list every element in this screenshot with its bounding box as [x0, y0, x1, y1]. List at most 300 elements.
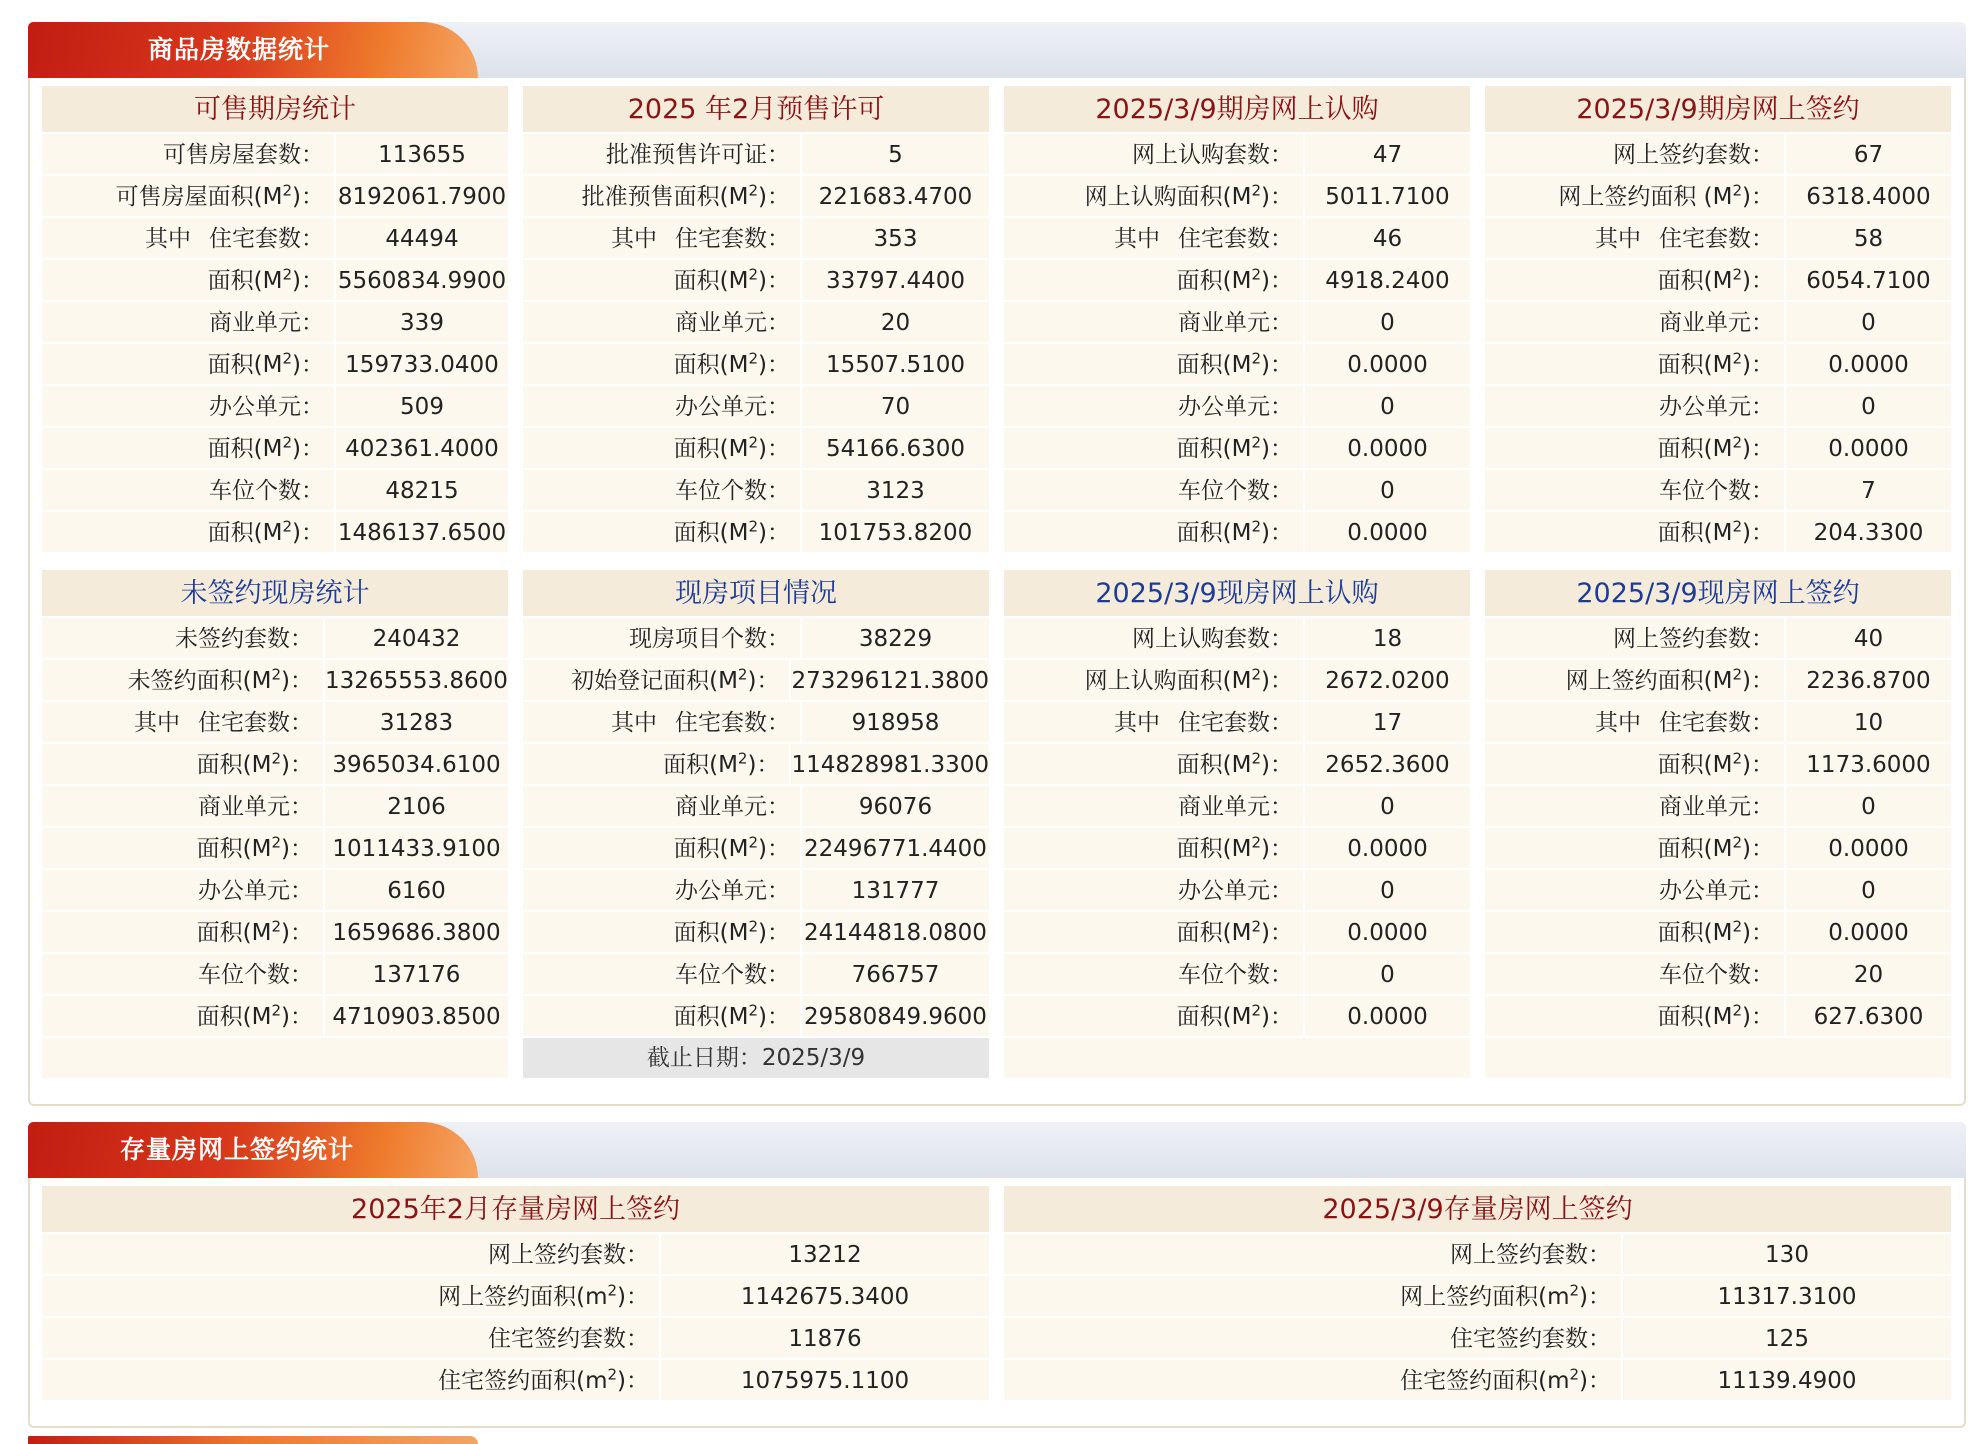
stat-row [42, 1234, 989, 1276]
stat-label [1485, 660, 1784, 700]
stat-row [523, 786, 989, 828]
stat-label-text: 面积$(M^2)$： [1176, 917, 1293, 946]
stat-label-text: 面积$(M^2)$： [1657, 1001, 1774, 1030]
panel-title: 2025 年2月预售许可 [523, 86, 989, 134]
stat-label-text: 住宅套数： [198, 710, 313, 736]
stat-label [42, 786, 323, 826]
stat-label-text: 商业单元： [675, 310, 790, 336]
stat-row [1485, 386, 1951, 428]
stat-label [1485, 134, 1784, 174]
stat-label-text: 住宅签约套数： [488, 1326, 649, 1352]
stat-row [42, 134, 508, 176]
stat-label-text: 车位个数： [1659, 962, 1774, 988]
stat-label-text: 网上认购面积$(M^2)$： [1084, 665, 1293, 694]
stat-row [523, 702, 989, 744]
stat-label [1485, 786, 1784, 826]
cutoff-date: 截止日期：2025/3/9 [523, 1038, 989, 1078]
stat-value: 766757 [802, 954, 989, 994]
stat-label [1004, 428, 1303, 468]
stat-label [1004, 302, 1303, 342]
stat-label-text: 商业单元： [1178, 794, 1293, 820]
stat-label-text: 面积$(M^2)$： [1657, 833, 1774, 862]
stat-label [42, 218, 334, 258]
stat-label-text: 办公单元： [1659, 878, 1774, 904]
stat-row [1004, 912, 1470, 954]
stat-value: 24144818.0800 [802, 912, 989, 952]
stat-label-text: 可售房屋套数： [163, 142, 324, 168]
stat-label [523, 428, 800, 468]
stat-label-text: 面积$(M^2)$： [196, 833, 313, 862]
stat-label [1485, 470, 1784, 510]
stat-label [523, 470, 800, 510]
stat-value: 130 [1623, 1234, 1951, 1274]
panel-title: 未签约现房统计 [42, 570, 508, 618]
stat-label [1004, 134, 1303, 174]
stat-label [42, 870, 323, 910]
stat-value: 2106 [325, 786, 508, 826]
stat-row [1004, 176, 1470, 218]
stat-row [42, 1276, 989, 1318]
stat-label [523, 870, 800, 910]
stat-row [1485, 218, 1951, 260]
stat-row [1485, 702, 1951, 744]
stat-label-text: 商业单元： [209, 310, 324, 336]
panel-title: 可售期房统计 [42, 86, 508, 134]
stat-label-text: 办公单元： [1178, 878, 1293, 904]
stat-label-text: 网上签约面积$(m^2)$： [1400, 1281, 1611, 1310]
stat-row [42, 912, 508, 954]
stat-value: 0.0000 [1305, 912, 1470, 952]
stat-value: 2652.3600 [1305, 744, 1470, 784]
stat-row [1004, 702, 1470, 744]
stat-value: 48215 [336, 470, 508, 510]
stat-label [42, 744, 323, 784]
stat-label-text: 网上签约套数： [1450, 1242, 1611, 1268]
stat-label [42, 912, 323, 952]
stat-row [42, 618, 508, 660]
stat-label [42, 134, 334, 174]
stat-label-text: 面积$(M^2)$： [207, 349, 324, 378]
stat-label [1485, 386, 1784, 426]
stat-label-text: 未签约面积$(M^2)$： [127, 665, 313, 694]
stat-label [42, 386, 334, 426]
stat-row [523, 386, 989, 428]
stat-label [523, 260, 800, 300]
panel-title: 2025年2月存量房网上签约 [42, 1186, 989, 1234]
panel-filler [1004, 1038, 1470, 1078]
stat-label-text: 面积$(M^2)$： [1176, 833, 1293, 862]
stat-value: 627.6300 [1786, 996, 1951, 1036]
stat-label [523, 912, 800, 952]
section-tab-title: 存量房网上签约统计 [28, 1122, 478, 1178]
stat-label [523, 302, 800, 342]
stat-row [1485, 344, 1951, 386]
stat-row [523, 512, 989, 554]
stat-row [523, 470, 989, 512]
stat-value: 131777 [802, 870, 989, 910]
stat-value: 40 [1786, 618, 1951, 658]
stat-label-text: 网上签约面积 $(M^2)$： [1558, 181, 1774, 210]
stat-label-text: 商业单元： [198, 794, 313, 820]
stat-label [1004, 512, 1303, 552]
stat-row [523, 618, 989, 660]
stat-label-text: 商业单元： [1178, 310, 1293, 336]
stat-value: 125 [1623, 1318, 1951, 1358]
stat-row [1004, 786, 1470, 828]
stat-value: 221683.4700 [802, 176, 989, 216]
stat-label-text: 商业单元： [1659, 310, 1774, 336]
stat-label-text: 面积$(M^2)$： [673, 265, 790, 294]
stat-label-text: 面积$(M^2)$： [673, 917, 790, 946]
stat-label-text: 住宅套数： [675, 710, 790, 736]
stat-value: 1659686.3800 [325, 912, 508, 952]
stat-label [42, 660, 323, 700]
stat-row [523, 828, 989, 870]
stat-row [1004, 470, 1470, 512]
stat-label [1004, 786, 1303, 826]
stat-value: 4918.2400 [1305, 260, 1470, 300]
stat-label-text: 网上认购套数： [1132, 142, 1293, 168]
stat-label [1485, 954, 1784, 994]
stat-label [1004, 344, 1303, 384]
stats-panel [1004, 1186, 1951, 1402]
stat-value: 5 [802, 134, 989, 174]
stat-row [1485, 954, 1951, 996]
stat-label-text: 办公单元： [675, 878, 790, 904]
stat-label-text: 住宅签约面积$(m^2)$： [1400, 1365, 1611, 1394]
stat-label-text: 面积$(M^2)$： [673, 1001, 790, 1030]
stat-value: 4710903.8500 [325, 996, 508, 1036]
stat-value: 114828981.3300 [791, 744, 989, 784]
stat-value: 22496771.4400 [802, 828, 989, 868]
stat-label [1004, 1276, 1621, 1316]
stat-label [1004, 954, 1303, 994]
stat-row [42, 996, 508, 1038]
stat-label [42, 470, 334, 510]
stat-value: 0.0000 [1786, 912, 1951, 952]
stat-label [1004, 618, 1303, 658]
stat-value: 0 [1305, 386, 1470, 426]
stat-value: 47 [1305, 134, 1470, 174]
stat-label [42, 1318, 659, 1358]
stat-value: 0.0000 [1305, 828, 1470, 868]
stat-group-prefix: 其中 [1114, 226, 1160, 252]
stat-group-prefix: 其中 [145, 226, 191, 252]
stat-label-text: 办公单元： [1178, 394, 1293, 420]
panel-title: 2025/3/9现房网上认购 [1004, 570, 1470, 618]
stat-row [1485, 996, 1951, 1038]
stat-row [523, 176, 989, 218]
stat-label [1485, 702, 1784, 742]
stat-value: 11139.4900 [1623, 1360, 1951, 1400]
stat-row [42, 744, 508, 786]
stat-label [523, 176, 800, 216]
stat-label-text: 面积$(M^2)$： [196, 917, 313, 946]
stat-label [1004, 870, 1303, 910]
stat-label-text: 批准预售面积$(M^2)$： [581, 181, 790, 210]
stat-row [1004, 386, 1470, 428]
panel-title: 2025/3/9现房网上签约 [1485, 570, 1951, 618]
stat-row [523, 996, 989, 1038]
stat-label-text: 面积$(M^2)$： [1176, 433, 1293, 462]
stat-value: 1173.6000 [1786, 744, 1951, 784]
stats-panel [42, 570, 508, 1078]
stat-label-text: 住宅套数： [1659, 710, 1774, 736]
section-next-tab-edge [28, 1436, 478, 1444]
stat-label-text: 住宅套数： [1178, 710, 1293, 736]
stat-value: 0 [1786, 870, 1951, 910]
stat-label [523, 744, 789, 784]
stat-label [523, 996, 800, 1036]
stat-label [42, 1234, 659, 1274]
stat-row [1004, 744, 1470, 786]
stat-label [523, 512, 800, 552]
stat-label [523, 218, 800, 258]
stat-label [42, 512, 334, 552]
stat-label-text: 面积$(M^2)$： [663, 749, 780, 778]
stats-panel [1485, 86, 1951, 554]
stat-value: 0 [1305, 302, 1470, 342]
stat-label-text: 面积$(M^2)$： [673, 349, 790, 378]
stat-row [42, 386, 508, 428]
stat-row [1485, 660, 1951, 702]
stat-label-text: 办公单元： [209, 394, 324, 420]
stat-row [1485, 912, 1951, 954]
stat-label [1485, 302, 1784, 342]
stat-label [523, 702, 800, 742]
stat-row [1004, 1234, 1951, 1276]
stat-label [1004, 1234, 1621, 1274]
stat-group-prefix: 其中 [134, 710, 180, 736]
stat-label-text: 面积$(M^2)$： [1176, 349, 1293, 378]
stat-value: 15507.5100 [802, 344, 989, 384]
stat-label [523, 618, 800, 658]
stat-value: 17 [1305, 702, 1470, 742]
stat-label [1485, 512, 1784, 552]
stat-label [1485, 996, 1784, 1036]
stat-value: 0.0000 [1786, 344, 1951, 384]
stat-row [1004, 996, 1470, 1038]
stat-value: 0.0000 [1305, 428, 1470, 468]
stat-row [1004, 428, 1470, 470]
stat-row [1485, 302, 1951, 344]
stat-label [1485, 744, 1784, 784]
stat-label [1004, 470, 1303, 510]
stat-label-text: 面积$(M^2)$： [1176, 265, 1293, 294]
stat-label-text: 面积$(M^2)$： [673, 833, 790, 862]
section-existing-housing [28, 1122, 1966, 1428]
stat-row [1485, 260, 1951, 302]
stat-label [1485, 828, 1784, 868]
section-tab-title: 商品房数据统计 [28, 22, 478, 78]
stat-label [1004, 702, 1303, 742]
stat-label-text: 住宅套数： [675, 226, 790, 252]
stat-label-text: 车位个数： [675, 478, 790, 504]
stat-value: 101753.8200 [802, 512, 989, 552]
stat-label [523, 660, 789, 700]
panel-filler [42, 1038, 508, 1078]
stat-label-text: 网上签约套数： [1613, 142, 1774, 168]
stat-label-text: 批准预售许可证： [606, 142, 790, 168]
stat-label [1004, 1360, 1621, 1400]
stat-label-text: 网上签约套数： [1613, 626, 1774, 652]
stats-panel [42, 86, 508, 554]
stat-row [42, 428, 508, 470]
stats-panel [523, 570, 989, 1078]
stat-label-text: 办公单元： [675, 394, 790, 420]
stat-group-prefix: 其中 [1595, 226, 1641, 252]
stat-row [523, 344, 989, 386]
stat-row [1485, 828, 1951, 870]
stat-label [42, 702, 323, 742]
stat-label-text: 网上签约套数： [488, 1242, 649, 1268]
stats-panel [523, 86, 989, 554]
stat-value: 8192061.7900 [336, 176, 508, 216]
stat-value: 6054.7100 [1786, 260, 1951, 300]
stat-label-text: 办公单元： [1659, 394, 1774, 420]
stat-label-text: 车位个数： [1178, 962, 1293, 988]
stat-row [1004, 218, 1470, 260]
stat-label-text: 住宅套数： [209, 226, 324, 252]
stat-label-text: 面积$(M^2)$： [1657, 517, 1774, 546]
stat-row [42, 828, 508, 870]
stat-label-text: 车位个数： [675, 962, 790, 988]
stat-value: 339 [336, 302, 508, 342]
stat-label-text: 住宅套数： [1659, 226, 1774, 252]
stat-label [1485, 260, 1784, 300]
stat-value: 0.0000 [1305, 512, 1470, 552]
stat-label [42, 1276, 659, 1316]
stat-row [1485, 744, 1951, 786]
stat-label-text: 网上认购套数： [1132, 626, 1293, 652]
stat-label [1485, 344, 1784, 384]
stat-value: 0 [1786, 386, 1951, 426]
stat-value: 1142675.3400 [661, 1276, 989, 1316]
stat-label-text: 面积$(M^2)$： [207, 265, 324, 294]
stat-value: 70 [802, 386, 989, 426]
stat-value: 402361.4000 [336, 428, 508, 468]
stat-label-text: 车位个数： [209, 478, 324, 504]
stat-row [1485, 512, 1951, 554]
stat-value: 353 [802, 218, 989, 258]
stat-label-text: 现房项目个数： [629, 626, 790, 652]
stat-value: 2236.8700 [1786, 660, 1951, 700]
stat-label [1004, 744, 1303, 784]
stat-value: 11317.3100 [1623, 1276, 1951, 1316]
stat-value: 11876 [661, 1318, 989, 1358]
stat-row [1485, 618, 1951, 660]
stat-row [1004, 344, 1470, 386]
stat-row [42, 218, 508, 260]
stat-value: 1011433.9100 [325, 828, 508, 868]
stat-value: 7 [1786, 470, 1951, 510]
section-header [28, 22, 1966, 78]
stat-row [42, 870, 508, 912]
stat-value: 67 [1786, 134, 1951, 174]
stat-row [523, 870, 989, 912]
stat-label-text: 面积$(M^2)$： [673, 517, 790, 546]
stat-row [523, 912, 989, 954]
stat-value: 2672.0200 [1305, 660, 1470, 700]
section-header [28, 1122, 1966, 1178]
stat-value: 137176 [325, 954, 508, 994]
stat-label [1004, 660, 1303, 700]
stat-row [42, 512, 508, 554]
stat-label [1485, 176, 1784, 216]
stat-row [1485, 870, 1951, 912]
stat-value: 0 [1305, 954, 1470, 994]
stat-label [42, 260, 334, 300]
stat-value: 5011.7100 [1305, 176, 1470, 216]
stat-label [1004, 996, 1303, 1036]
stat-label-text: 面积$(M^2)$： [207, 433, 324, 462]
stat-row [523, 428, 989, 470]
stat-value: 1075975.1100 [661, 1360, 989, 1400]
stat-label [42, 828, 323, 868]
stat-value: 10 [1786, 702, 1951, 742]
stat-row [42, 344, 508, 386]
stat-label-text: 商业单元： [675, 794, 790, 820]
stat-value: 918958 [802, 702, 989, 742]
stat-label-text: 面积$(M^2)$： [673, 433, 790, 462]
stat-row [42, 470, 508, 512]
stat-value: 18 [1305, 618, 1470, 658]
stat-value: 6318.4000 [1786, 176, 1951, 216]
stat-value: 0.0000 [1786, 828, 1951, 868]
stat-label-text: 车位个数： [1178, 478, 1293, 504]
stats-panel [1004, 86, 1470, 554]
stat-label [1485, 218, 1784, 258]
stat-label [1485, 428, 1784, 468]
stat-value: 38229 [802, 618, 989, 658]
stat-row [1485, 428, 1951, 470]
stat-label-text: 办公单元： [198, 878, 313, 904]
panel-filler [1485, 1038, 1951, 1078]
stat-value: 0.0000 [1305, 344, 1470, 384]
stat-row [1004, 870, 1470, 912]
stat-value: 13212 [661, 1234, 989, 1274]
stat-label-text: 商业单元： [1659, 794, 1774, 820]
stat-label-text: 面积$(M^2)$： [1657, 749, 1774, 778]
stats-panel [1004, 570, 1470, 1078]
stat-label-text: 面积$(M^2)$： [1657, 917, 1774, 946]
stat-label-text: 面积$(M^2)$： [1657, 349, 1774, 378]
stat-row [42, 1318, 989, 1360]
stat-label-text: 未签约套数： [175, 626, 313, 652]
stat-label [42, 1360, 659, 1400]
stat-label [42, 996, 323, 1036]
stat-label [42, 954, 323, 994]
stat-label-text: 面积$(M^2)$： [196, 749, 313, 778]
stat-label-text: 面积$(M^2)$： [1176, 749, 1293, 778]
stat-label-text: 住宅签约面积$(m^2)$： [438, 1365, 649, 1394]
stat-value: 54166.6300 [802, 428, 989, 468]
stat-label-text: 面积$(M^2)$： [1657, 265, 1774, 294]
stat-value: 113655 [336, 134, 508, 174]
stat-row [42, 176, 508, 218]
stat-row [42, 1360, 989, 1402]
stat-row [1004, 828, 1470, 870]
stat-row [42, 660, 508, 702]
stat-row [1485, 786, 1951, 828]
stat-value: 3965034.6100 [325, 744, 508, 784]
stat-row [1485, 470, 1951, 512]
stat-value: 96076 [802, 786, 989, 826]
stat-label [1485, 870, 1784, 910]
stat-label [1004, 1318, 1621, 1358]
stat-label-text: 面积$(M^2)$： [207, 517, 324, 546]
stat-row [1004, 1276, 1951, 1318]
